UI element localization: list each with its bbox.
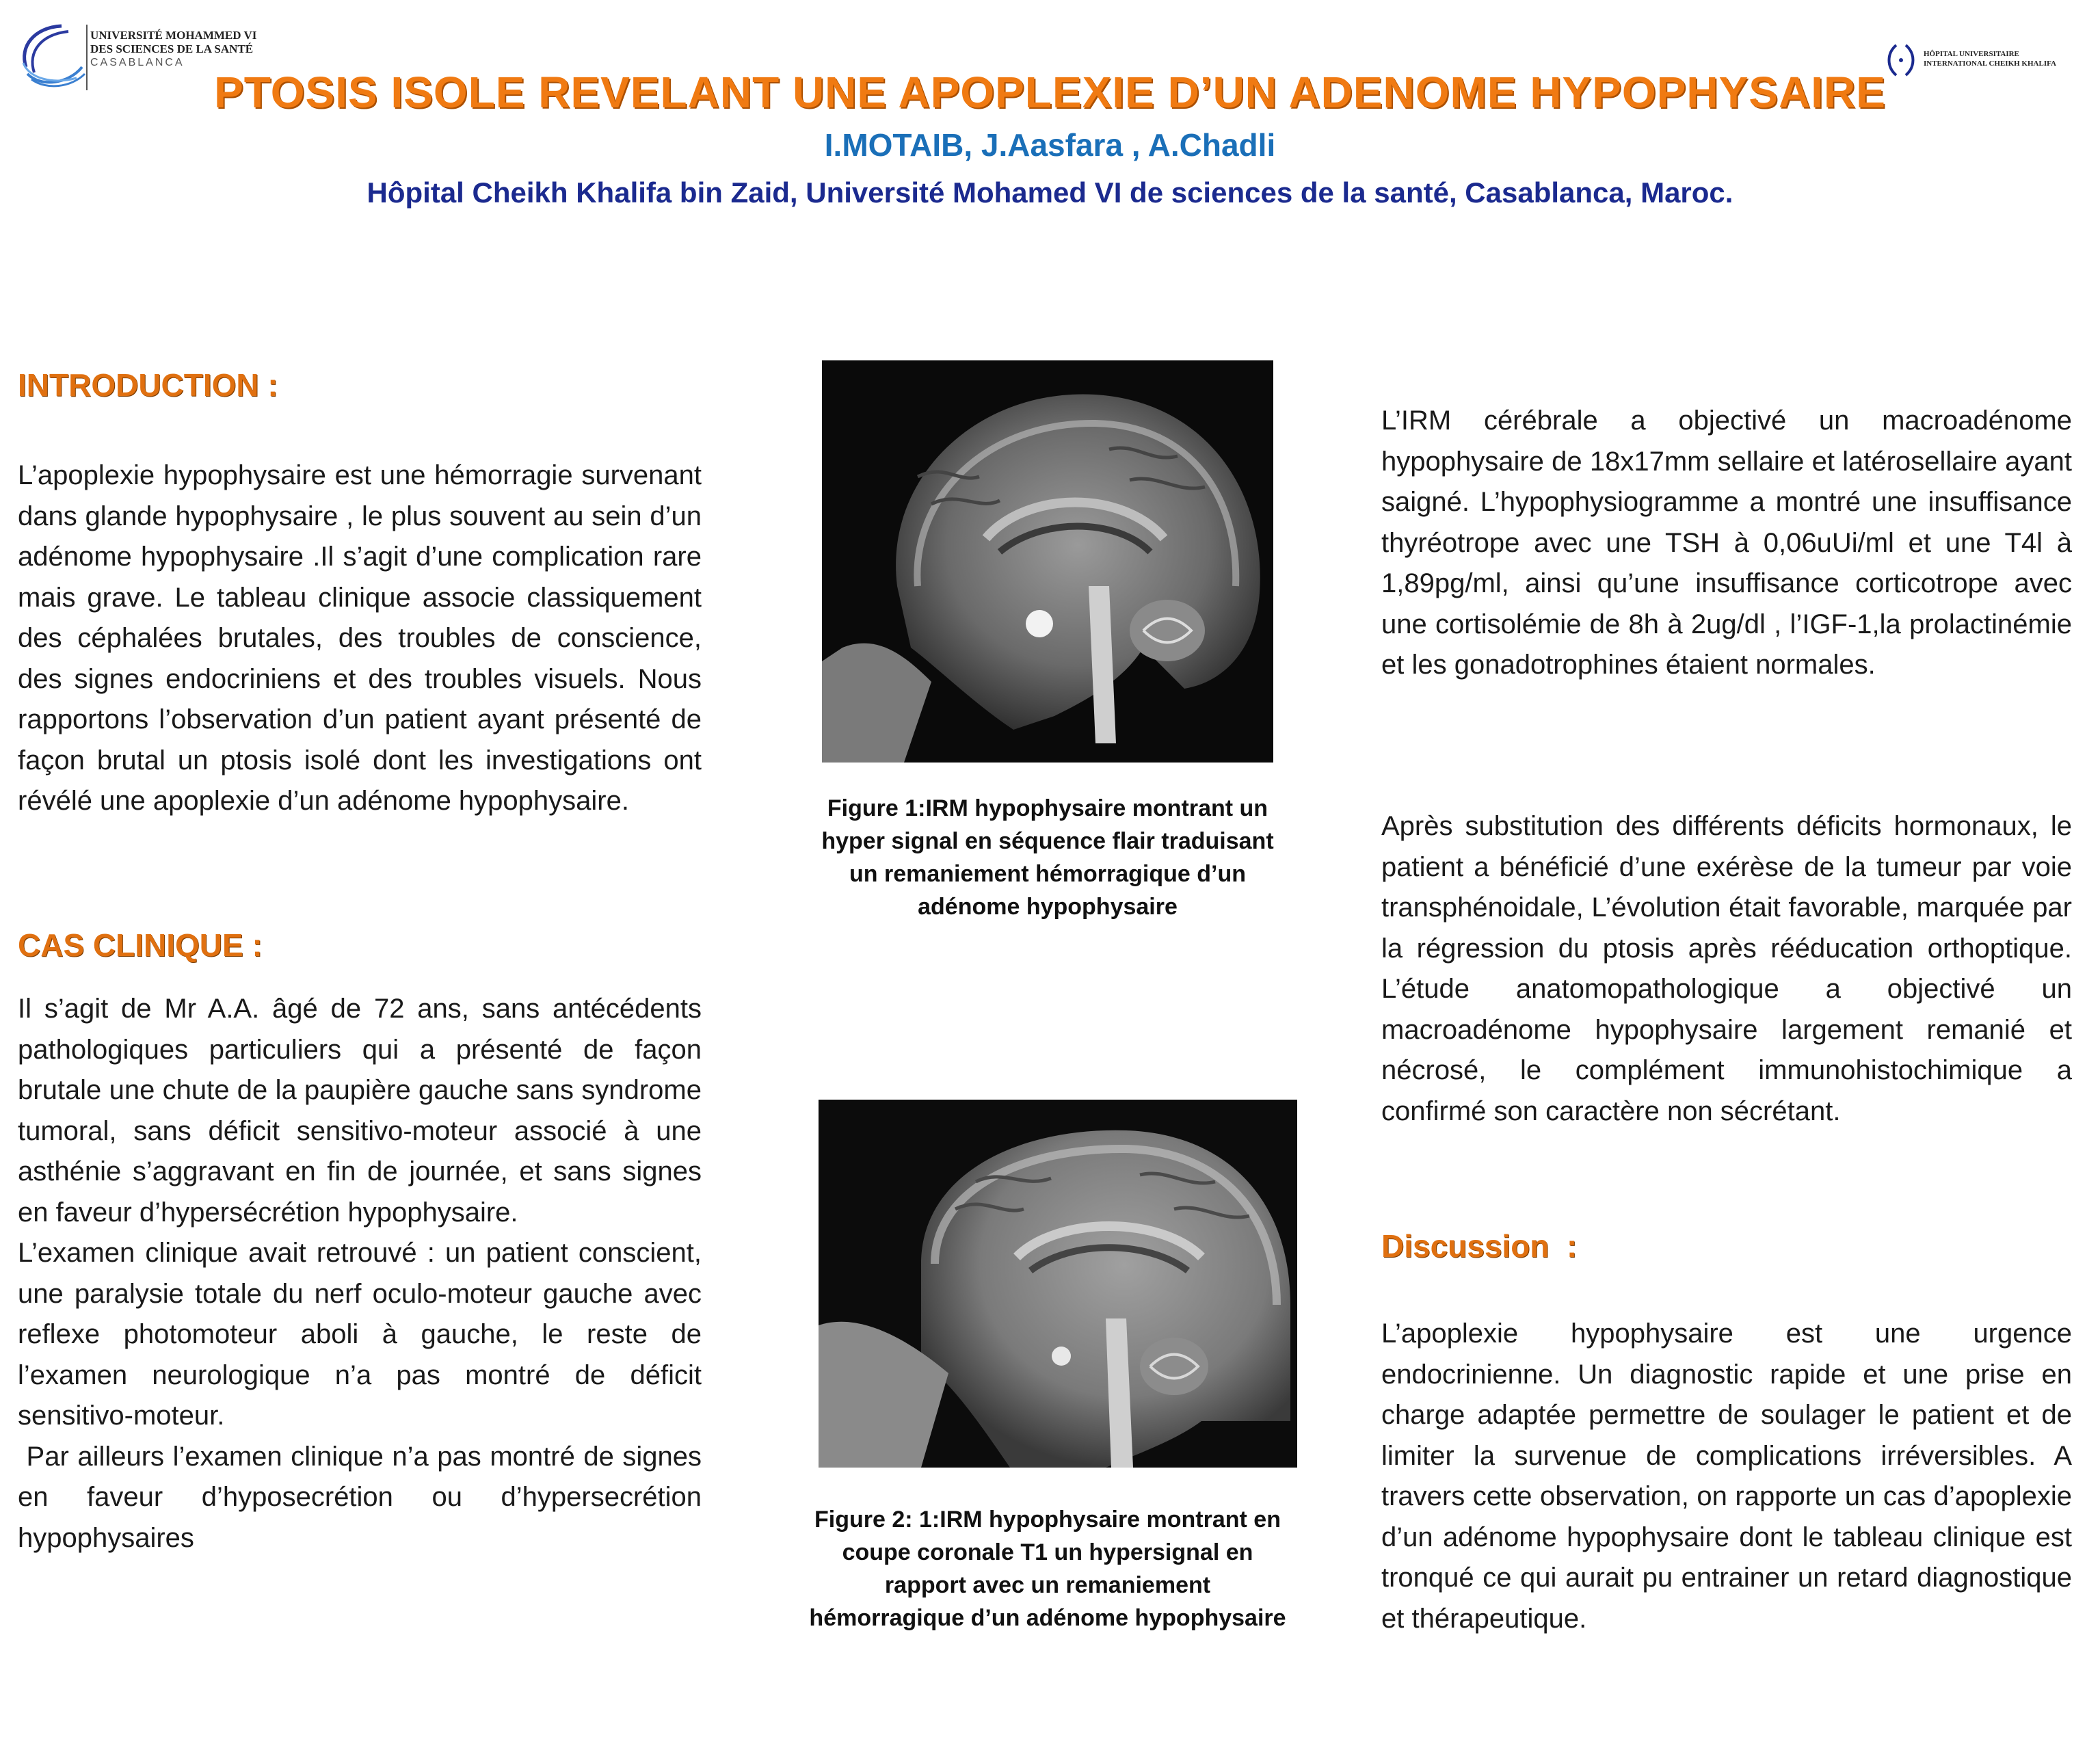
cas-clinique-paragraph-3: Par ailleurs l’examen clinique n’a pas montré de signes en faveur d’hyposecrétion ou d’hypersecrétion hypophysaires — [18, 1441, 710, 1553]
university-name — [90, 29, 256, 70]
mri-coronal-t1-image — [819, 1100, 1297, 1468]
mri-figure-1 — [822, 360, 1273, 763]
cas-clinique-paragraph-1: Il s’agit de Mr A.A. âgé de 72 ans, sans antécédents pathologiques particuliers qui a présenté de façon brutale une chute de la paupière gauche sans syndrome tumoral, sans déficit sensitivo-moteur associé à une asthénie s’aggravant en fin de journée, et sans signes en faveur d’hypersécrétion hypophysaire. — [18, 994, 702, 1228]
discussion-heading: Discussion : — [1381, 1228, 1578, 1264]
hospital-name-line1: HÔPITAL UNIVERSITAIRE — [1924, 50, 2019, 58]
introduction-paragraph: L’apoplexie hypophysaire est une hémorragie survenant dans glande hypophysaire , le plus souvent au sein d’un adénome hypophysaire .Il s’agit d’une complication rare mais grave. Le tableau clinique associe classiquement des céphalées brutales, des troubles de conscience, des signes endocriniens et des troubles visuels. Nous rapportons l’observation d’un patient ayant présenté de façon brutal un ptosis isolé dont les investigations ont révélé une apoplexie d’un adénome hypophysaire. — [18, 460, 702, 816]
figure-1-caption: Figure 1:IRM hypophysaire montrant un hyper signal en séquence flair traduisant un remaniement hémorragique d’un adénome hypophysaire — [821, 795, 1274, 920]
cas-clinique-heading: CAS CLINIQUE : — [18, 927, 263, 963]
results-paragraph-2: Après substitution des différents déficits hormonaux, le patient a bénéficié d’une exérèse de la tumeur par voie transphénoidale, L’évolution était favorable, marquée par la régression du ptosis après rééducation orthoptique. L’étude anatomopathologique a objectivé un macroadénome hypophysaire largement remanié et nécrosé, le complément immunohistochimique a confirmé son caractère non sécrétant. — [1381, 811, 2072, 1126]
discussion-text — [1381, 1314, 2072, 1639]
figure-2-caption: Figure 2: 1:IRM hypophysaire montrant en coupe coronale T1 un hypersignal en rapport avec un remaniement hémorragique d’un adénome hypophysaire — [809, 1507, 1286, 1631]
affiliation: Hôpital Cheikh Khalifa bin Zaid, Université Mohamed VI de sciences de la santé, Casablanca, Maroc. — [367, 176, 1733, 209]
introduction-text — [18, 455, 702, 822]
hospital-name-line2: INTERNATIONAL CHEIKH KHALIFA — [1924, 59, 2056, 68]
results-paragraph-1: L’IRM cérébrale a objectivé un macroadénome hypophysaire de 18x17mm sellaire et latérosellaire ayant saigné. L’hypophysiogramme a montré une insuffisance thyréotrope avec une TSH à 0,06uUi/ml et une T4l à 1,89pg/ml, ainsi qu’une insuffisance corticotrope avec une cortisolémie de 8h à 2ug/dl , l’IGF-1,la prolactinémie et les gonadotrophines étaient normales. — [1381, 406, 2072, 680]
university-name-line1: UNIVERSITÉ MOHAMMED VI — [90, 29, 257, 42]
poster-title: PTOSIS ISOLE REVELANT UNE APOPLEXIE D’UN ADENOME HYPOPHYSAIRE — [214, 68, 1886, 117]
results-text-2 — [1381, 806, 2072, 1132]
cas-clinique-text — [18, 989, 710, 1559]
university-name-line2: DES SCIENCES DE LA SANTÉ — [90, 42, 254, 55]
hospital-name — [1924, 49, 2056, 68]
introduction-heading: INTRODUCTION : — [18, 367, 278, 403]
mri-figure-2 — [819, 1100, 1297, 1468]
results-text-1 — [1381, 401, 2072, 686]
cas-clinique-paragraph-2: L’examen clinique avait retrouvé : un patient conscient, une paralysie totale du nerf oculo-moteur gauche avec reflexe photomoteur aboli à gauche, le reste de l’examen neurologique n’a pas montré de déficit sensitivo-moteur. — [18, 1238, 702, 1431]
university-city: CASABLANCA — [90, 57, 185, 68]
discussion-paragraph: L’apoplexie hypophysaire est une urgence endocrinienne. Un diagnostic rapide et une prise en charge adaptée permettre de soulager le patient et de limiter la survenue de complications irréversibles. A travers cette observation, on rapporte un cas d’apoplexie d’un adénome hypophysaire dont le tableau clinique est tronqué ce qui aurait pu entrainer un retard diagnostique et thérapeutique. — [1381, 1318, 2072, 1634]
authors: I.MOTAIB, J.Aasfara , A.Chadli — [824, 127, 1276, 163]
mri-sagittal-flair-image — [822, 360, 1273, 763]
